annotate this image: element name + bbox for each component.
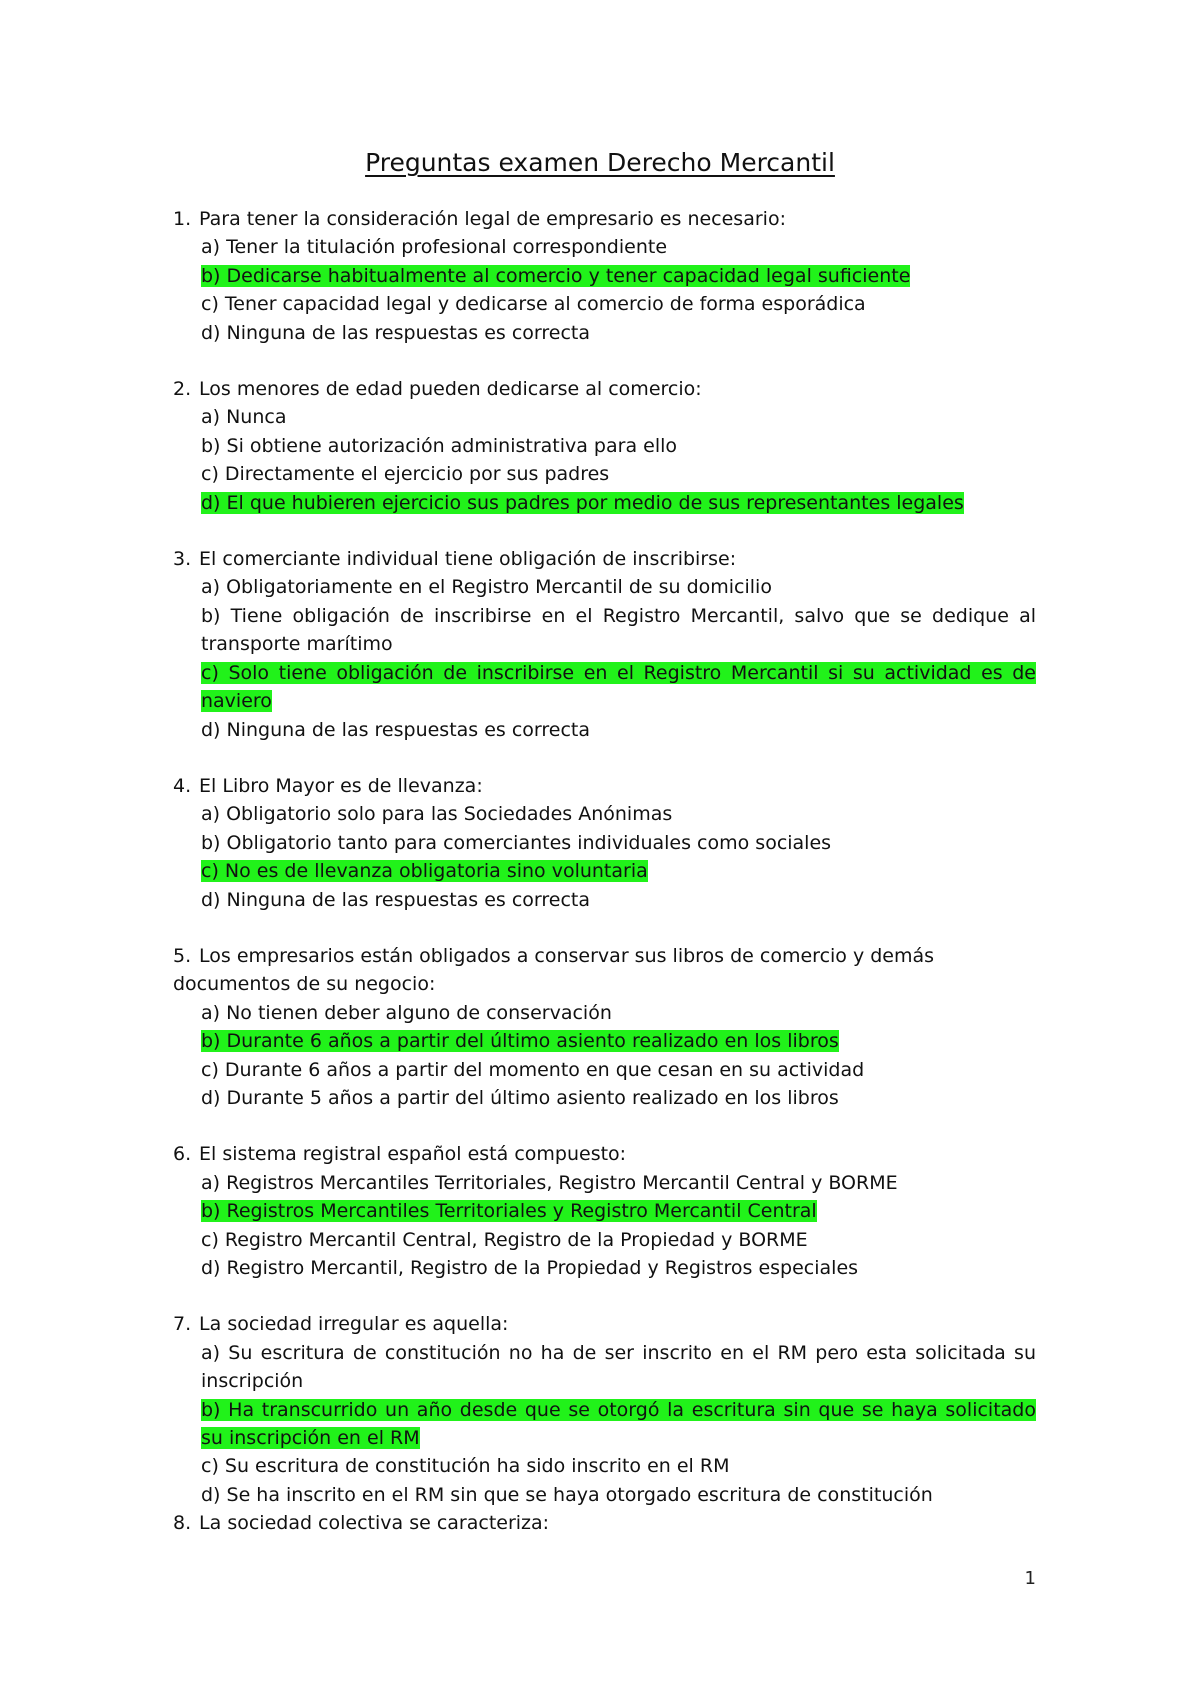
page-number: 1 (1024, 1568, 1036, 1589)
answer-option-text: a) Registros Mercantiles Territoriales, Registro Mercantil Central y BORME (201, 1171, 898, 1194)
question-text (173, 545, 1036, 573)
question-statement: Para tener la consideración legal de empresario es necesario: (199, 208, 786, 230)
answer-option-correct (173, 1027, 1036, 1055)
answer-option (173, 460, 1036, 488)
answer-option (173, 403, 1036, 431)
answer-option-text: d) Registro Mercantil, Registro de la Propiedad y Registros especiales (201, 1257, 859, 1279)
answer-option-text: c) Registro Mercantil Central, Registro de la Propiedad y BORME (201, 1228, 808, 1251)
answer-option-text: b) Registros Mercantiles Territoriales y Registro Mercantil Central (201, 1200, 817, 1223)
question-statement: Los empresarios están obligados a conservar sus libros de comercio y demás documentos de su negocio: (173, 944, 935, 996)
question-list (173, 205, 1036, 1538)
answer-option (173, 800, 1036, 828)
answer-option (173, 999, 1036, 1027)
question-number: 7. (173, 1313, 192, 1336)
answer-option-text: c) Directamente el ejercicio por sus padres (201, 463, 610, 486)
question-text (173, 942, 1036, 999)
answer-option (173, 602, 1036, 659)
question-block (173, 1310, 1036, 1509)
answer-option (173, 1056, 1036, 1084)
answer-option (173, 1254, 1036, 1282)
answer-option-text: b) Ha transcurrido un año desde que se otorgó la escritura sin que se haya solicitado su inscripción en el RM (201, 1398, 1036, 1450)
answer-option-text: d) Durante 5 años a partir del último asiento realizado en los libros (201, 1086, 839, 1109)
answer-option-correct (173, 857, 1036, 885)
answer-option (173, 886, 1036, 914)
answer-option (173, 1226, 1036, 1254)
answer-option-text: b) Obligatorio tanto para comerciantes individuales como sociales (201, 831, 832, 854)
answer-option (173, 573, 1036, 601)
question-number: 4. (173, 774, 192, 797)
answer-option-text: b) Si obtiene autorización administrativa para ello (201, 434, 678, 457)
answer-option-correct (173, 262, 1036, 290)
answer-option-correct (173, 659, 1036, 716)
document-title: Preguntas examen Derecho Mercantil (365, 148, 835, 177)
answer-option-correct (173, 489, 1036, 517)
answer-option-text: c) Durante 6 años a partir del momento en que cesan en su actividad (201, 1058, 865, 1081)
answer-option-text: a) Su escritura de constitución no ha de ser inscrito en el RM pero esta solicitada su inscripción (201, 1341, 1036, 1393)
answer-option-text: c) Tener capacidad legal y dedicarse al comercio de forma esporádica (201, 293, 866, 316)
answer-option-text: a) Obligatorio solo para las Sociedades Anónimas (201, 803, 673, 826)
question-number: 8. (173, 1512, 192, 1535)
question-block (173, 545, 1036, 744)
answer-option (173, 1169, 1036, 1197)
answer-option-text: a) Tener la titulación profesional correspondiente (201, 236, 668, 259)
question-statement: El comerciante individual tiene obligación de inscribirse: (199, 548, 737, 571)
question-text (173, 1140, 1036, 1168)
answer-option-text: c) Su escritura de constitución ha sido inscrito en el RM (201, 1455, 730, 1478)
answer-option-text: d) Se ha inscrito en el RM sin que se haya otorgado escritura de constitución (201, 1483, 933, 1506)
answer-option-text: b) Durante 6 años a partir del último asiento realizado en los libros (201, 1030, 839, 1053)
question-statement: El sistema registral español está compuesto: (199, 1143, 627, 1166)
answer-option (173, 1084, 1036, 1112)
answer-option-correct (173, 1396, 1036, 1453)
answer-option-text: d) Ninguna de las respuestas es correcta (201, 888, 591, 911)
question-statement: Los menores de edad pueden dedicarse al comercio: (199, 378, 702, 401)
answer-option (173, 233, 1036, 261)
answer-option-text: c) Solo tiene obligación de inscribirse en el Registro Mercantil si su actividad es de naviero (201, 661, 1036, 713)
answer-option-text: a) No tienen deber alguno de conservación (201, 1001, 612, 1024)
answer-option (173, 432, 1036, 460)
question-number: 2. (173, 378, 192, 401)
answer-option-text: d) El que hubieren ejercicio sus padres por medio de sus representantes legales (201, 491, 964, 514)
answer-option (173, 290, 1036, 318)
answer-option-text: c) No es de llevanza obligatoria sino voluntaria (201, 860, 648, 883)
answer-option (173, 716, 1036, 744)
answer-option (173, 829, 1036, 857)
answer-option (173, 319, 1036, 347)
question-number: 6. (173, 1143, 192, 1166)
answer-option (173, 1339, 1036, 1396)
answer-option-text: b) Tiene obligación de inscribirse en el Registro Mercantil, salvo que se dedique al transporte marítimo (201, 604, 1036, 656)
question-block (173, 772, 1036, 914)
question-text (173, 205, 1036, 233)
question-text (173, 1509, 1036, 1537)
question-statement: El Libro Mayor es de llevanza: (199, 774, 483, 797)
question-text (173, 1310, 1036, 1338)
question-number: 5. (173, 944, 192, 967)
question-text (173, 772, 1036, 800)
answer-option-correct (173, 1197, 1036, 1225)
question-block (173, 375, 1036, 517)
question-number: 1. (173, 208, 192, 230)
question-block (173, 205, 1036, 347)
answer-option-text: d) Ninguna de las respuestas es correcta (201, 321, 591, 344)
question-statement: La sociedad irregular es aquella: (199, 1313, 509, 1336)
answer-option-text: d) Ninguna de las respuestas es correcta (201, 718, 591, 741)
question-text (173, 375, 1036, 403)
answer-option-text: b) Dedicarse habitualmente al comercio y tener capacidad legal suficiente (201, 264, 911, 287)
answer-option (173, 1452, 1036, 1480)
answer-option-text: a) Obligatoriamente en el Registro Mercantil de su domicilio (201, 576, 772, 599)
answer-option (173, 1481, 1036, 1509)
question-number: 3. (173, 548, 192, 571)
question-block (173, 1509, 1036, 1537)
question-block (173, 942, 1036, 1112)
answer-option-text: a) Nunca (201, 406, 287, 429)
question-statement: La sociedad colectiva se caracteriza: (199, 1512, 550, 1535)
question-block (173, 1140, 1036, 1282)
